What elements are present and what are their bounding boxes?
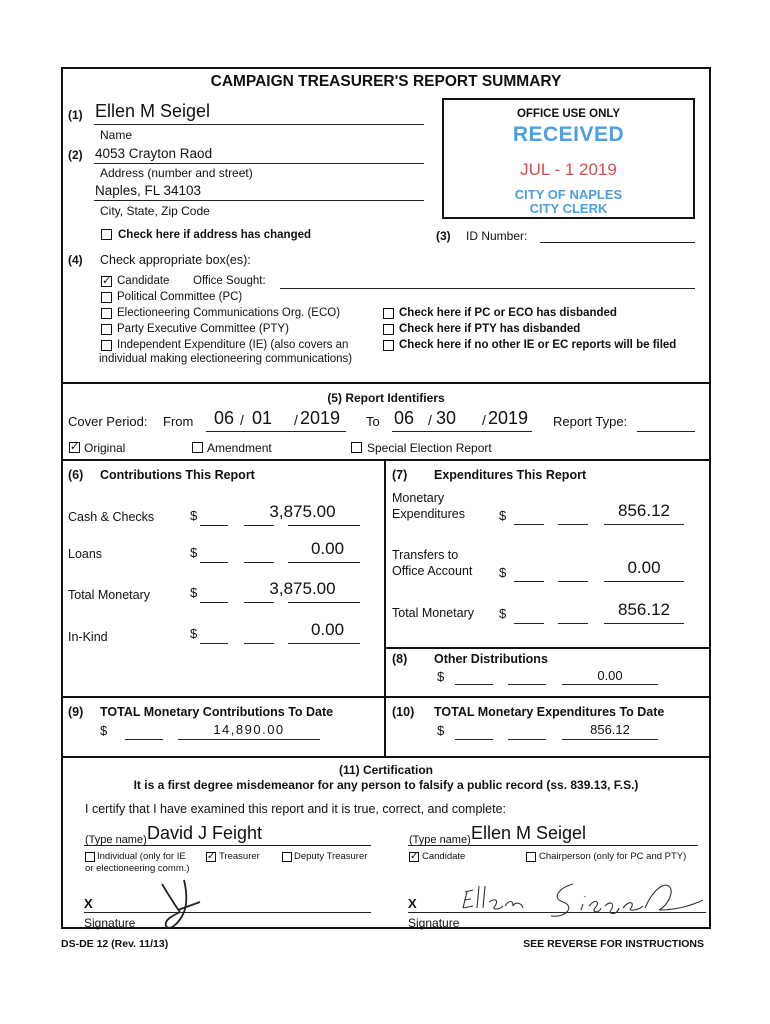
office-sought-field[interactable]: [280, 288, 695, 289]
city-stamp-line2: CITY CLERK: [529, 201, 608, 216]
address-changed-label: Check here if address has changed: [118, 229, 312, 241]
loans-label: Loans: [68, 547, 103, 561]
candidate-cert-checkbox[interactable]: [409, 852, 419, 862]
individual-checkbox[interactable]: [85, 852, 95, 862]
form-id: DS-DE 12 (Rev. 11/13): [61, 938, 169, 950]
from-year[interactable]: 2019: [300, 408, 341, 428]
monetary-expenditures-label-1: Monetary: [392, 491, 445, 505]
transfers-amount[interactable]: 0.00: [627, 558, 661, 577]
dollar-sign: $: [437, 723, 445, 738]
pc-disbanded-label: Check here if PC or ECO has disbanded: [399, 307, 617, 319]
cover-period-label: Cover Period:: [68, 414, 148, 429]
pty-disbanded-checkbox[interactable]: [383, 324, 394, 335]
total-contributions-to-date[interactable]: 14,890.00: [213, 722, 285, 737]
dollar-sign: $: [190, 545, 198, 560]
monetary-expenditures-label-2: Expenditures: [392, 507, 465, 521]
deputy-treasurer-label: Deputy Treasurer: [294, 851, 368, 862]
dollar-sign: $: [499, 565, 507, 580]
pty-label: Party Executive Committee (PTY): [117, 323, 289, 335]
treasurer-signature-line[interactable]: [84, 912, 371, 913]
pty-checkbox[interactable]: [101, 324, 112, 335]
signature-label: Signature: [84, 916, 136, 930]
chairperson-label: Chairperson (only for PC and PTY): [539, 851, 687, 862]
special-election-label: Special Election Report: [367, 441, 492, 455]
certification-statement: I certify that I have examined this report and it is true, correct, and complete:: [85, 802, 507, 816]
report-type-label: Report Type:: [553, 414, 628, 429]
type-name-label: (Type name): [409, 834, 471, 846]
reverse-instructions-note: SEE REVERSE FOR INSTRUCTIONS: [523, 938, 704, 950]
section-9-title: TOTAL Monetary Contributions To Date: [100, 705, 334, 719]
total-expenditures-to-date[interactable]: 856.12: [590, 722, 630, 737]
candidate-checkbox[interactable]: [101, 276, 112, 287]
treasurer-checkbox[interactable]: [206, 852, 216, 862]
section-5-title: (5) Report Identifiers: [327, 391, 445, 405]
loans-amount[interactable]: 0.00: [310, 539, 345, 558]
eco-label: Electioneering Communications Org. (ECO): [117, 307, 341, 319]
other-distributions-amount[interactable]: 0.00: [597, 668, 623, 683]
no-other-ie-label: Check here if no other IE or EC reports will be filed: [399, 339, 677, 351]
treasurer-signature: [150, 872, 210, 934]
section-3-number: (3): [436, 229, 451, 243]
candidate-name[interactable]: Ellen M Seigel: [471, 823, 587, 843]
from-day[interactable]: 01: [252, 408, 273, 428]
total-expenditures-amount[interactable]: 856.12: [618, 600, 670, 619]
certification-warning: It is a first degree misdemeanor for any person to falsify a public record (ss. 839.13, F.S.): [133, 778, 639, 792]
to-day[interactable]: 30: [436, 408, 457, 428]
id-number-field[interactable]: [540, 242, 695, 243]
in-kind-amount[interactable]: 0.00: [310, 620, 345, 639]
deputy-treasurer-checkbox[interactable]: [282, 852, 292, 862]
dollar-sign: $: [100, 723, 108, 738]
name-field[interactable]: Ellen M Seigel: [95, 101, 211, 121]
city-label: City, State, Zip Code: [100, 204, 210, 218]
pc-label: Political Committee (PC): [117, 291, 243, 303]
received-stamp: RECEIVED: [512, 123, 625, 146]
date-separator: /: [240, 412, 244, 428]
dollar-sign: $: [499, 508, 507, 523]
received-date-stamp: JUL - 1 2019: [520, 160, 617, 179]
pc-disbanded-checkbox[interactable]: [383, 308, 394, 319]
section-8-title: Other Distributions: [434, 652, 548, 666]
address-changed-checkbox[interactable]: [101, 229, 112, 240]
ie-label-line1: Independent Expenditure (IE) (also covers an: [117, 339, 349, 351]
total-monetary-label: Total Monetary: [68, 588, 150, 602]
form-title: CAMPAIGN TREASURER'S REPORT SUMMARY: [210, 73, 562, 90]
section-10-number: (10): [392, 705, 415, 719]
section-7-title: Expenditures This Report: [434, 468, 587, 482]
address-label: Address (number and street): [100, 166, 253, 180]
amendment-label: Amendment: [207, 441, 272, 455]
type-name-label: (Type name): [85, 834, 147, 846]
pty-disbanded-label: Check here if PTY has disbanded: [399, 323, 581, 335]
dollar-sign: $: [190, 585, 198, 600]
cash-checks-label: Cash & Checks: [68, 510, 155, 524]
section-4-label: Check appropriate box(es):: [100, 253, 251, 267]
to-label: To: [366, 414, 380, 429]
signature-label: Signature: [408, 916, 460, 930]
eco-checkbox[interactable]: [101, 308, 112, 319]
individual-label-line2: or electioneering comm.): [85, 863, 190, 874]
from-label: From: [163, 414, 194, 429]
city-stamp-line1: CITY OF NAPLES: [514, 187, 623, 202]
original-label: Original: [84, 441, 126, 455]
id-number-label: ID Number:: [466, 229, 528, 243]
amendment-checkbox[interactable]: [192, 442, 203, 453]
section-9-number: (9): [68, 705, 84, 719]
no-other-ie-checkbox[interactable]: [383, 340, 394, 351]
check-icon: ✓: [410, 851, 419, 862]
candidate-signature: [455, 872, 710, 922]
to-year[interactable]: 2019: [488, 408, 529, 428]
dollar-sign: $: [437, 669, 445, 684]
candidate-cert-label: Candidate: [422, 851, 466, 862]
section-2-number: (2): [68, 148, 83, 162]
date-separator: /: [482, 412, 486, 428]
to-month[interactable]: 06: [394, 408, 415, 428]
treasurer-label: Treasurer: [219, 851, 260, 862]
treasurer-name[interactable]: David J Feight: [147, 823, 263, 843]
chairperson-checkbox[interactable]: [526, 852, 536, 862]
individual-label-line1: Individual (only for IE: [97, 851, 186, 862]
date-separator: /: [294, 412, 298, 428]
section-11-title: (11) Certification: [338, 763, 434, 777]
section-6-number: (6): [68, 468, 84, 482]
check-icon: ✓: [70, 441, 80, 453]
office-sought-label: Office Sought:: [193, 275, 266, 287]
city-field[interactable]: Naples, FL 34103: [95, 183, 202, 198]
total-monetary-amount[interactable]: 3,875.00: [269, 579, 336, 598]
section-8-number: (8): [392, 652, 408, 666]
address-field[interactable]: 4053 Crayton Raod: [95, 146, 213, 161]
transfers-label-1: Transfers to: [392, 548, 459, 562]
section-1-number: (1): [68, 108, 83, 122]
signature-x-mark: X: [84, 896, 93, 911]
section-7-number: (7): [392, 468, 408, 482]
in-kind-label: In-Kind: [68, 630, 108, 644]
ie-label-line2: individual making electioneering communications): [99, 353, 353, 365]
signature-x-mark: X: [408, 896, 417, 911]
special-election-checkbox[interactable]: [351, 442, 362, 453]
date-separator: /: [428, 412, 432, 428]
check-icon: ✓: [102, 275, 112, 287]
section-10-title: TOTAL Monetary Expenditures To Date: [434, 705, 665, 719]
report-type-field[interactable]: [637, 431, 695, 432]
name-label: Name: [100, 128, 133, 142]
transfers-label-2: Office Account: [392, 564, 473, 578]
dollar-sign: $: [190, 626, 198, 641]
check-icon: ✓: [207, 851, 216, 862]
cash-checks-amount[interactable]: 3,875.00: [269, 502, 336, 521]
dollar-sign: $: [190, 508, 198, 523]
section-6-title: Contributions This Report: [100, 468, 255, 482]
total-expenditures-label: Total Monetary: [392, 606, 474, 620]
from-month[interactable]: 06: [214, 408, 235, 428]
candidate-label: Candidate: [117, 275, 170, 287]
ie-checkbox[interactable]: [101, 340, 112, 351]
office-use-title: OFFICE USE ONLY: [516, 108, 621, 120]
pc-checkbox[interactable]: [101, 292, 112, 303]
monetary-expenditures-amount[interactable]: 856.12: [618, 501, 670, 520]
section-4-number: (4): [68, 253, 83, 267]
dollar-sign: $: [499, 606, 507, 621]
original-checkbox[interactable]: [69, 442, 80, 453]
